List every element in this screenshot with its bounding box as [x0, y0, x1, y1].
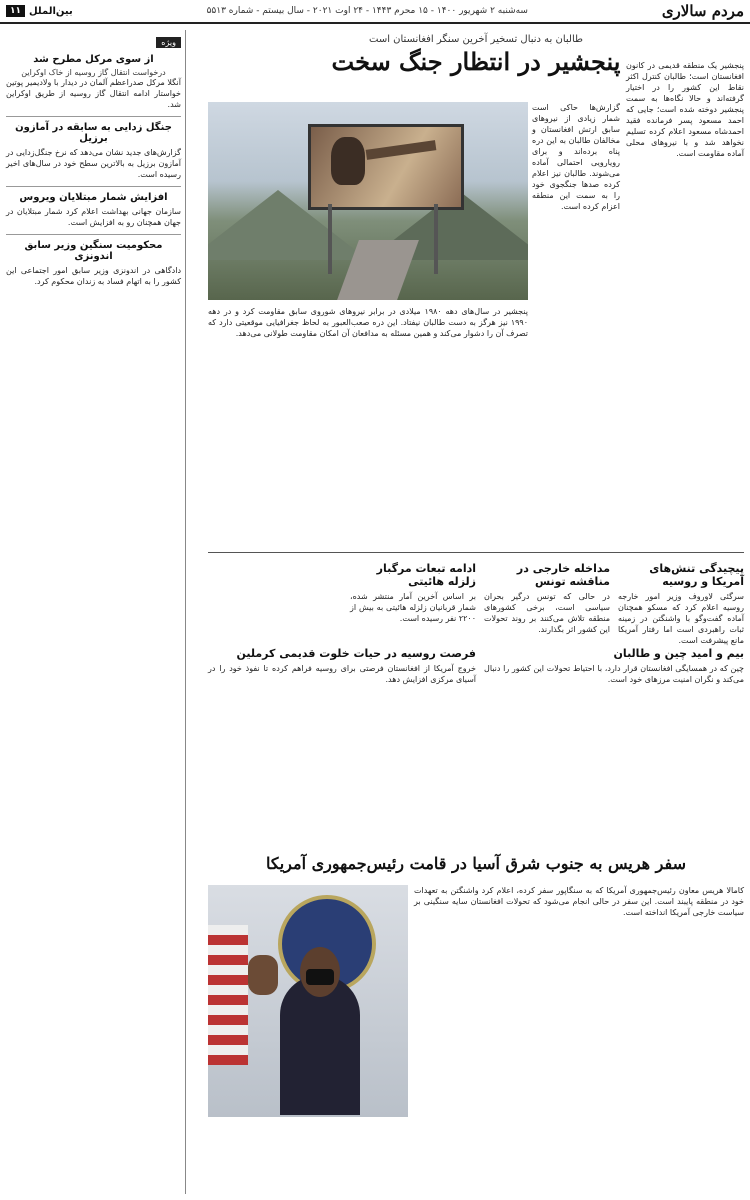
- stories-row: [208, 552, 744, 553]
- left-item-text: گزارش‌های جدید نشان می‌دهد که نرخ جنگل‌زدایی در آمازون برزیل به بالاترین سطح خود در سال‌های اخیر رسیده است.: [6, 148, 181, 180]
- portrait-figure: [331, 137, 365, 185]
- left-item-text: دادگاهی در اندونزی وزیر سابق امور اجتماعی این کشور را به اتهام فساد به زندان محکوم کرد.: [6, 266, 181, 287]
- divider: [6, 186, 181, 187]
- left-item-title: محکومیت سنگین وزیر سابق اندونزی: [24, 240, 163, 263]
- left-item-3: [6, 192, 181, 228]
- vp-photo: [208, 885, 408, 1117]
- story-4: [484, 645, 744, 685]
- dateline: سه‌شنبه ۲ شهریور ۱۴۰۰ - ۱۵ محرم ۱۴۴۳ - ۲۴ اوت ۲۰۲۱ - سال بیستم - شماره ۵۵۱۳: [206, 6, 528, 16]
- left-item-text: سازمان جهانی بهداشت اعلام کرد شمار مبتلایان در جهان همچنان رو به افزایش است.: [6, 207, 181, 228]
- story-title: بیم و امید چین و طالبان: [613, 647, 744, 660]
- story-title: فرصت روسیه در حیات خلوت قدیمی کرملین: [236, 647, 476, 660]
- masthead: [0, 0, 750, 24]
- flag: [208, 925, 248, 1065]
- billboard: [308, 124, 464, 210]
- face-mask: [306, 969, 334, 985]
- story-2: [484, 560, 610, 635]
- left-item-4: [6, 240, 181, 287]
- story-5: [208, 645, 476, 685]
- story-3: [350, 560, 476, 624]
- section-title: [6, 5, 73, 17]
- lead-photo: [208, 102, 528, 300]
- left-item-sub: درخواست انتقال گاز روسیه از خاک اوکراین: [21, 68, 166, 77]
- story-text: بر اساس آخرین آمار منتشر شده، شمار قربانیان زلزله هائیتی به بیش از ۲۲۰۰ نفر رسیده است.: [350, 592, 476, 624]
- story-text: در حالی که تونس درگیر بحران سیاسی است، برخی کشورهای منطقه تلاش می‌کنند بر روند تحولات این کشور اثر بگذارند.: [484, 592, 610, 635]
- story-title: مداخله خارجی در مناقشه تونس: [516, 562, 610, 588]
- story-1: [618, 560, 744, 646]
- divider: [6, 116, 181, 117]
- lead-kicker: طالبان به دنبال تسخیر آخرین سنگر افغانستان است: [369, 34, 583, 45]
- left-item-text: آنگلا مرکل صدراعظم آلمان در دیدار با ولادیمیر پوتین خواستار ادامه انتقال گاز روسیه از طریق اوکراین شد.: [6, 78, 181, 110]
- story-text: چین که در همسایگی افغانستان قرار دارد، با احتیاط تحولات این کشور را دنبال می‌کند و نگران امنیت مرزهای خود است.: [484, 664, 744, 685]
- vp-story-header: [208, 850, 744, 877]
- story-title: پیچیدگی تنش‌های آمریکا و روسیه: [649, 562, 744, 588]
- left-item-title: افزایش شمار مبتلایان ویروس: [19, 192, 168, 204]
- left-column: [6, 30, 186, 1194]
- vp-headline: سفر هریس به جنوب شرق آسیا در قامت رئیس‌جمهوری آمریکا: [266, 854, 686, 873]
- divider: [6, 234, 181, 235]
- section-label: بین‌الملل: [29, 5, 73, 17]
- left-item-1: [6, 54, 181, 110]
- story-title: ادامه تبعات مرگبار زلزله هائیتی: [376, 562, 476, 588]
- lead-mid-column: گزارش‌ها حاکی است شمار زیادی از نیروهای سابق ارتش افغانستان و مخالفان طالبان به این دره پناه برده‌اند و برای رویارویی احتمالی آماده می‌شوند. طالبان نیز اعلام کرده صدها جنگجوی خود را به سمت این منطقه اعزام کرده است.: [532, 103, 620, 212]
- left-section-label: ویژه: [156, 37, 181, 48]
- left-item-2: [6, 122, 181, 180]
- vp-story-text: کامالا هریس معاون رئیس‌جمهوری آمریکا که به سنگاپور سفر کرده، اعلام کرد واشنگتن به تعهدات خود در منطقه پایبند است. این سفر در حالی انجام می‌شود که تحولات افغانستان سایه سنگینی بر سیاست خارجی آمریکا انداخته است.: [414, 886, 744, 918]
- waving-hand: [248, 955, 278, 995]
- lead-intro: پنجشیر یک منطقه قدیمی در کانون افغانستان است؛ طالبان کنترل اکثر نقاط این کشور را در اختیار گرفته‌اند و حالا نگاه‌ها به سمت پنجشیر دوخته شده است؛ جایی که احمد مسعود پسر فرمانده فقید احمدشاه مسعود اعلام کرده تسلیم نخواهد شد و با نیروهای محلی آماده مقاومت است.: [626, 61, 744, 159]
- portrait-arm: [366, 140, 437, 160]
- billboard-pole: [328, 204, 332, 274]
- lead-bottom-text: پنجشیر در سال‌های دهه ۱۹۸۰ میلادی در برابر نیروهای شوروی سابق مقاومت کرد و در دهه ۱۹۹۰ نیز هرگز به دست طالبان نیفتاد. این دره صعب‌العبور به لحاظ جغرافیایی موقعیتی دارد که تصرف آن را دشوار می‌کند و همین مسئله به مدافعان آن امکان مقاومت طولانی می‌دهد.: [208, 307, 528, 339]
- lead-headline: پنجشیر در انتظار جنگ سخت: [331, 47, 621, 76]
- story-text: خروج آمریکا از افغانستان فرصتی برای روسیه فراهم کرده تا نفوذ خود را در آسیای مرکزی افزایش دهد.: [208, 664, 476, 685]
- page-number: ۱۱: [6, 5, 25, 17]
- left-item-title: جنگل زدایی به سابقه در آمازون برزیل: [15, 122, 172, 145]
- main-area: [208, 30, 744, 1194]
- story-text: سرگئی لاوروف وزیر امور خارجه روسیه اعلام کرد که مسکو همچنان آماده گفت‌وگو با واشنگتن در زمینه ثبات راهبردی است اما رفتار آمریکا مانع پیشرفت است.: [618, 592, 744, 646]
- left-item-title: از سوی مرکل مطرح شد: [33, 54, 154, 65]
- brand-logo: مردم سالاری: [661, 2, 744, 20]
- billboard-pole: [434, 204, 438, 274]
